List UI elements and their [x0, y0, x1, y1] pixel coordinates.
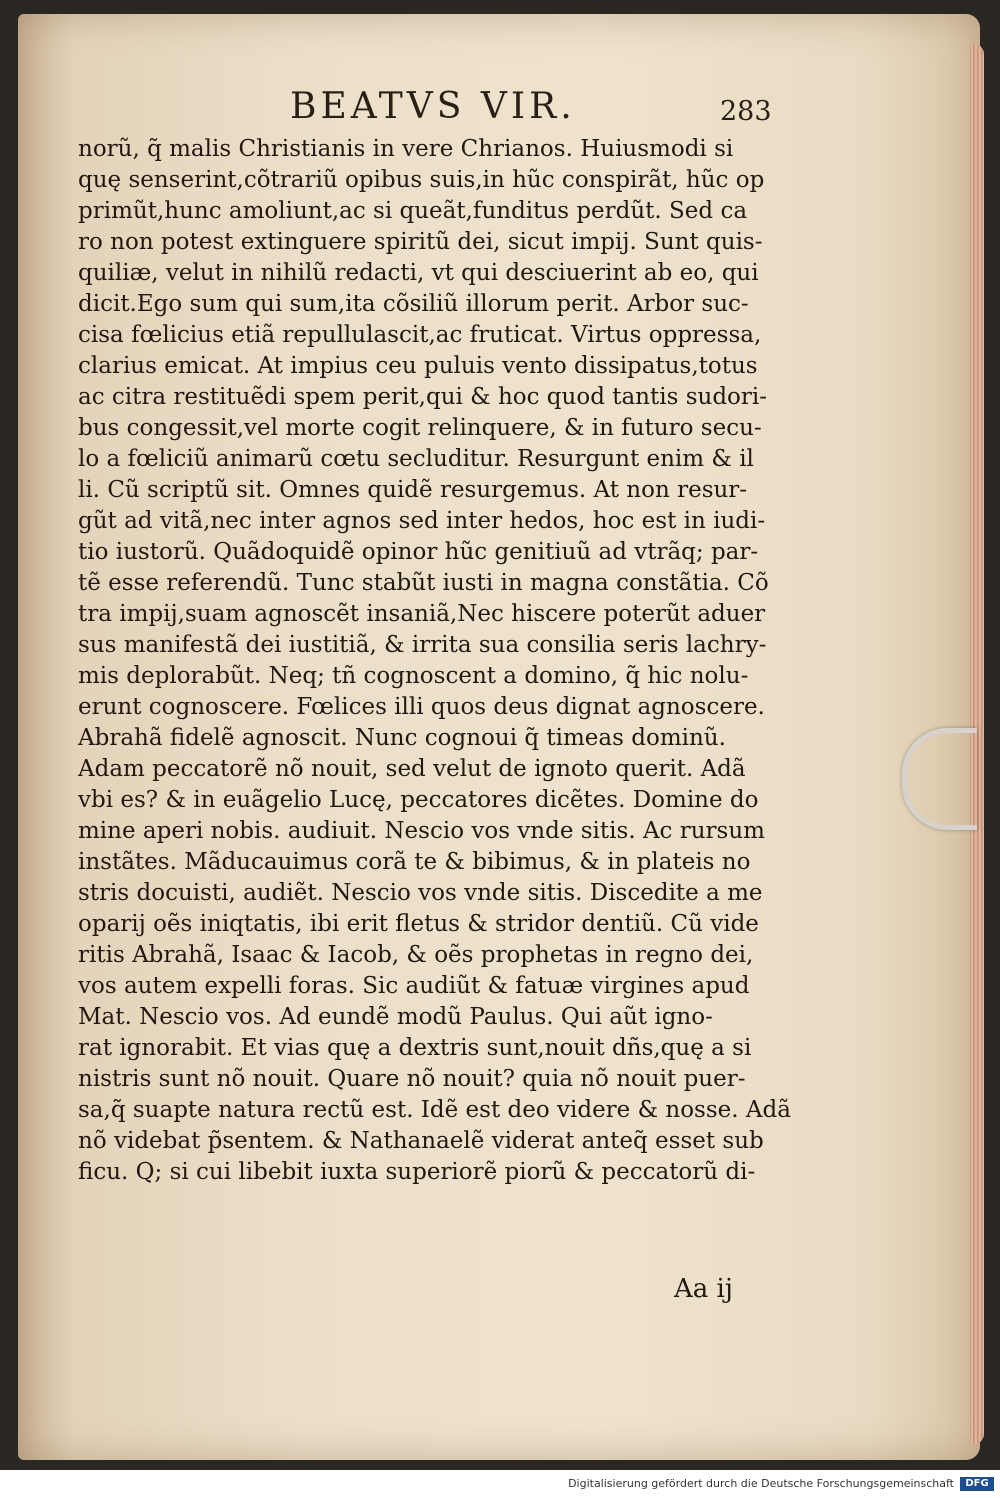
text-line: gũt ad vitã,nec inter agnos sed inter hedos, hoc est in iudi-	[78, 508, 766, 534]
text-line: lo a fœliciũ animarũ cœtu secluditur. Resurgunt enim & il	[78, 446, 754, 472]
text-line: Mat. Nescio vos. Ad eundẽ modũ Paulus. Qui aũt igno-	[78, 1004, 713, 1030]
page-header	[18, 86, 980, 136]
text-line: norũ, q̃ malis Christianis in vere Chrianos. Huiusmodi si	[78, 136, 734, 162]
text-line: sa,q̃ suapte natura rectũ est. Idẽ est deo videre & nosse. Adã	[78, 1097, 791, 1123]
book-page	[18, 14, 980, 1460]
running-title: BEATVS VIR.	[290, 86, 576, 127]
text-line: ficu. Q; si cui libebit iuxta superiorẽ piorũ & peccatorũ di-	[78, 1159, 756, 1185]
text-line: vos autem expelli foras. Sic audiũt & fatuæ virgines apud	[78, 973, 750, 999]
text-line: tio iustorũ. Quãdoquidẽ opinor hũc genitiuũ ad vtrãq; par-	[78, 539, 759, 565]
text-line: quiliæ, velut in nihilũ redacti, vt qui desciuerint ab eo, qui	[78, 260, 759, 286]
text-line: ro non potest extinguere spiritũ dei, sicut impij. Sunt quis-	[78, 229, 763, 255]
text-line: mis deplorabũt. Neq; tñ cognoscent a domino, q̃ hic nolu-	[78, 663, 749, 689]
text-line: Adam peccatorẽ nõ nouit, sed velut de ignoto querit. Adã	[78, 756, 746, 782]
signature-mark: Aa ij	[674, 1274, 733, 1304]
text-line: Abrahã fidelẽ agnoscit. Nunc cognoui q̃ timeas dominũ.	[78, 725, 726, 751]
text-line: li. Cũ scriptũ sit. Omnes quidẽ resurgemus. At non resur-	[78, 477, 748, 503]
text-line: tra impij,suam agnoscẽt insaniã,Nec hiscere poterũt aduer	[78, 601, 766, 627]
page-number: 283	[720, 96, 772, 127]
text-line: vbi es? & in euãgelio Lucę, peccatores dicẽtes. Domine do	[78, 787, 759, 813]
text-line: nõ videbat p̃sentem. & Nathanaelẽ viderat anteq̃ esset sub	[78, 1128, 764, 1154]
text-line: ac citra restituẽdi spem perit,qui & hoc quod tantis sudori-	[78, 384, 768, 410]
text-line: stris docuisti, audiẽt. Nescio vos vnde sitis. Discedite a me	[78, 880, 763, 906]
digitization-footer	[0, 1470, 1000, 1498]
text-line: cisa fœlicius etiã repullulascit,ac fruticat. Virtus oppressa,	[78, 322, 762, 348]
text-line: dicit.Ego sum qui sum,ita cõsiliũ illorum perit. Arbor suc-	[78, 291, 749, 317]
text-line: rat ignorabit. Et vias quę a dextris sunt,nouit dñs,quę a si	[78, 1035, 752, 1061]
text-line: ritis Abrahã, Isaac & Iacob, & oẽs prophetas in regno dei,	[78, 942, 754, 968]
text-line: tẽ esse referendũ. Tunc stabũt iusti in magna constãtia. Cõ	[78, 570, 769, 596]
text-line: quę senserint,cõtrariũ opibus suis,in hũc conspirãt, hũc op	[78, 167, 765, 193]
text-line: oparij oẽs iniqtatis, ibi erit fletus & stridor dentiũ. Cũ vide	[78, 911, 759, 937]
text-line: nistris sunt nõ nouit. Quare nõ nouit? quia nõ nouit puer-	[78, 1066, 746, 1092]
paper-clip	[902, 728, 977, 830]
body-text	[78, 134, 858, 1188]
text-line: sus manifestã dei iustitiã, & irrita sua consilia seris lachry-	[78, 632, 767, 658]
text-line: instãtes. Mãducauimus corã te & bibimus, & in plateis no	[78, 849, 751, 875]
funding-credit: Digitalisierung gefördert durch die Deutsche Forschungsgemeinschaft	[568, 1477, 954, 1490]
text-line: clarius emicat. At impius ceu puluis vento dissipatus,totus	[78, 353, 758, 379]
text-line: bus congessit,vel morte cogit relinquere, & in futuro secu-	[78, 415, 762, 441]
text-line: mine aperi nobis. audiuit. Nescio vos vnde sitis. Ac rursum	[78, 818, 765, 844]
text-line: erunt cognoscere. Fœlices illi quos deus dignat agnoscere.	[78, 694, 765, 720]
text-line: primũt,hunc amoliunt,ac si queãt,funditus perdũt. Sed ca	[78, 198, 748, 224]
dfg-logo-icon: DFG	[960, 1477, 994, 1491]
